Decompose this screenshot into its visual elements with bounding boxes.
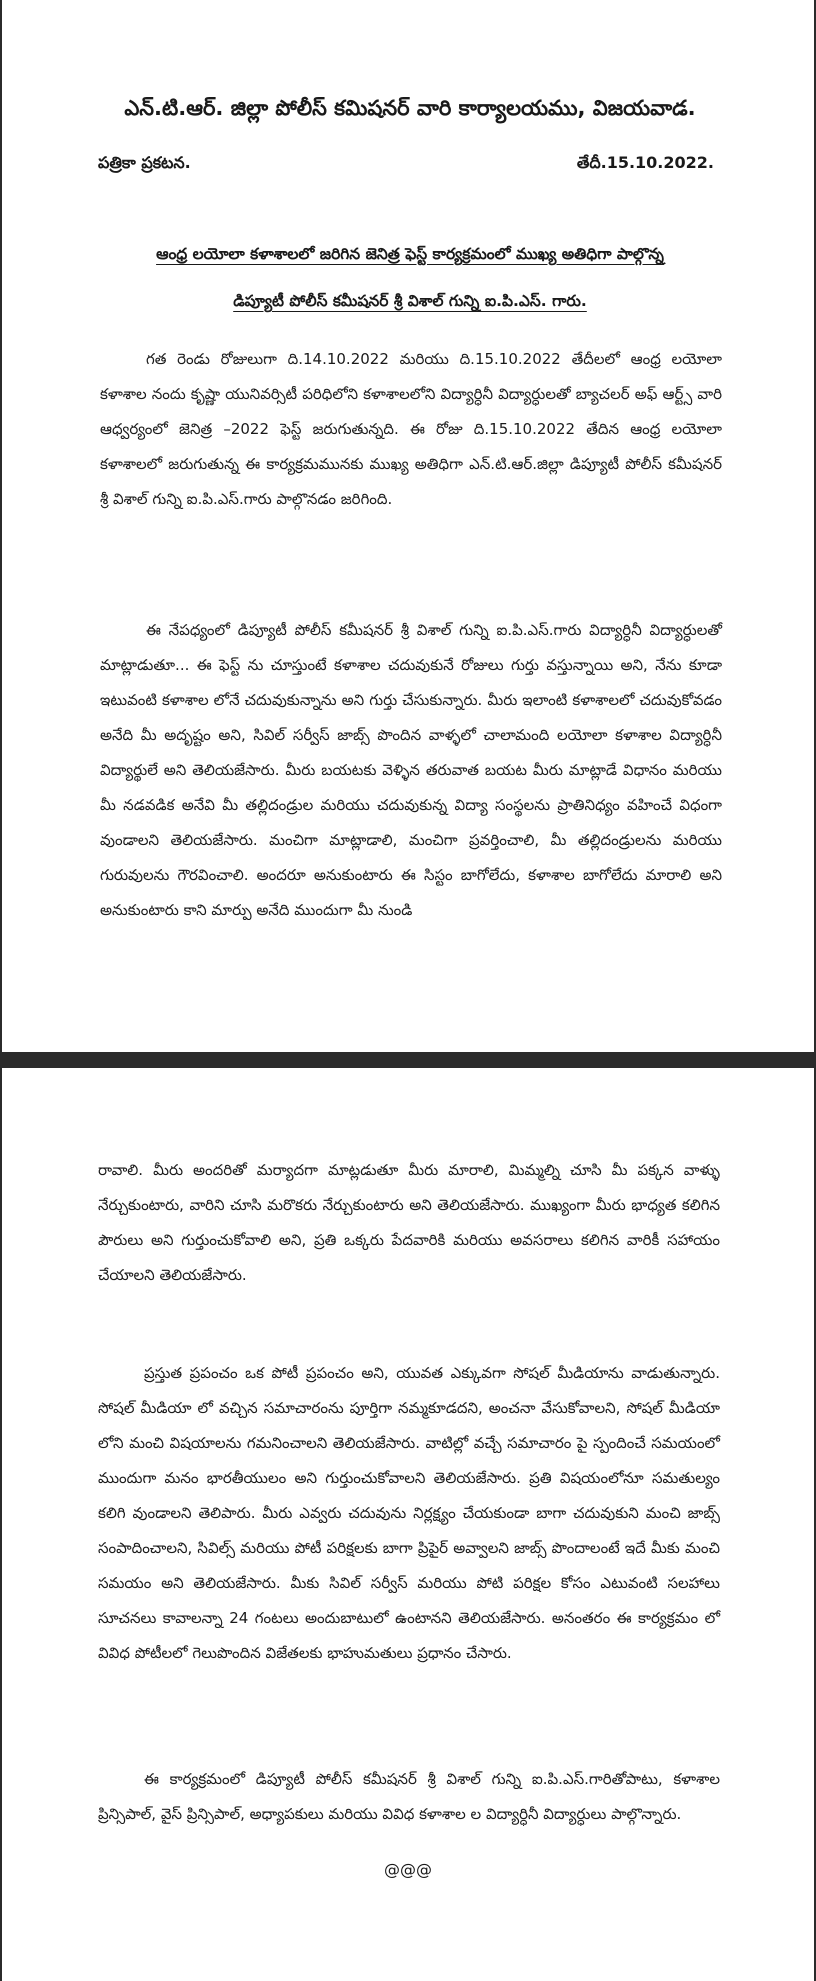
body-paragraph-3: రావాలి. మీరు అందరితో మర్యాదగా మాట్లడుతూ మీరు మారాలి, మిమ్మల్ని చూసి మీ పక్కన వాళ్ళు నేర్చుకుంటారు, వారిని చూసి మరొకరు నేర్చుకుంటారు అని తెలియజేసారు. ముఖ్యంగా మీరు భాధ్యత కలిగిన పౌరులు అని గుర్తుంచుకోవాలి అని, ప్రతి ఒక్కరు పేదవారికి మరియు అవసరాలు కలిగిన వారికీ సహాయం చేయాలని తెలియజేసారు.	[98, 1161, 720, 1284]
press-release-label: పత్రికా ప్రకటన.	[98, 153, 191, 172]
page-separator	[0, 1052, 816, 1068]
headline-line-1	[122, 245, 698, 267]
office-title: ఎన్.టి.ఆర్. జిల్లా పోలీస్ కమిషనర్ వారి కార్యాలయము, విజయవాడ.	[124, 96, 696, 120]
release-date: తేదీ.15.10.2022.	[576, 153, 714, 172]
body-paragraph-4: ప్రస్తుత ప్రపంచం ఒక పోటీ ప్రపంచం అని, యువత ఎక్కువగా సోషల్ మీడియాను వాడుతున్నారు. సోషల్ మీడియా లో వచ్చిన సమాచారంను పూర్తిగా నమ్మకూడదని, అంచనా వేసుకోవాలని, సోషల్ మీడియా లోని మంచి విషయాలను గమనించాలని తెలియజేసారు. వాటిల్లో వచ్చే సమాచారం పై స్పందించే సమయంలో ముందుగా మనం భారతీయులం అని గుర్తుంచుకోవాలని తెలియజేసారు. ప్రతి విషయంలోనూ సమతుల్యం కలిగి వుండాలని తెలిపారు. మీరు ఎవ్వరు చదువును నిర్లక్ష్యం చేయకుండా బాగా చదువుకుని మంచి జాబ్స్ సంపాదించాలని, సివిల్స్ మరియు పోటీ పరిక్షలకు బాగా ప్రిపైర్ అవ్వాలని జాబ్స్ పొందాలంటే ఇదే మీకు మంచి సమయం అని తెలియజేసారు. మీకు సివిల్ సర్వీస్ మరియు పోటి పరిక్షల కోసం ఎటువంటి సలహాలు సూచనలు కావాలన్నా 24 గంటలు అందుబాటులో ఉంటానని తెలియజేసారు. అనంతరం ఈ కార్యక్రమం లో వివిధ పోటీలలో గెలుపొందిన విజేతలకు భాహుమతులు ప్రధానం చేసారు.	[98, 1364, 720, 1662]
headline-line-1-text: ఆంధ్ర లయోలా కళాశాలలో జరిగిన జెనిత్ర ఫెస్ట్ కార్యక్రమంలో ముఖ్య అతిధిగా పాల్గొన్న	[156, 245, 664, 263]
headline-line-2-text: డిప్యూటీ పోలీస్ కమీషనర్ శ్రీ విశాల్ గున్ని ఐ.పి.ఎస్. గారు.	[233, 292, 587, 310]
closing-mark: @@@	[384, 1860, 432, 1879]
headline-line-2	[122, 292, 698, 314]
body-paragraph-2: ఈ నేపధ్యంలో డిప్యూటీ పోలీస్ కమీషనర్ శ్రీ విశాల్ గున్ని ఐ.పి.ఎస్.గారు విద్యార్ధినీ విద్యార్ధులతో మాట్లాడుతూ... ఈ ఫెస్ట్ ను చూస్తుంటే కళాశాల చదువుకునే రోజులు గుర్తు వస్తున్నాయి అని, నేను కూడా ఇటువంటి కళాశాల లోనే చదువుకున్నాను అని గుర్తు చేసుకున్నారు. మీరు ఇలాంటి కళాశాలలో చదువుకోవడం అనేది మీ అదృష్టం అని, సివిల్ సర్వీస్ జాబ్స్ పొందిన వాళ్ళలో చాలామంది లయోలా కళాశాల విద్యార్ధినీ విద్యార్థులే అని తెలియజేసారు. మీరు బయటకు వెళ్ళిన తరువాత బయట మీరు మాట్లాడే విధానం మరియు మీ నడవడిక అనేవి మీ తల్లిదండ్రుల మరియు చదువుకున్న విద్యా సంస్థలను ప్రాతినిధ్యం వహించే విధంగా వుండాలని తెలియజేసారు. మంచిగా మాట్లాడాలి, మంచిగా ప్రవర్తించాలి, మీ తల్లిదండ్రులను మరియు గురువులను గౌరవించాలి. అందరూ అనుకుంటారు ఈ సిస్టం బాగోలేదు, కళాశాల బాగోలేదు మారాలి అని అనుకుంటారు కాని మార్పు అనేది ముందుగా మీ నుండి	[100, 621, 722, 919]
body-paragraph-5: ఈ కార్యక్రమంలో డిప్యూటీ పోలీస్ కమీషనర్ శ్రీ విశాల్ గున్ని ఐ.పి.ఎస్.గారితోపాటు, కళాశాల ప్రిన్సిపాల్, వైస్ ప్రిన్సిపాల్, అధ్యాపకులు మరియు వివిధ కళాశాల ల విద్యార్ధినీ విద్యార్ధులు పాల్గొన్నారు.	[98, 1770, 720, 1823]
body-paragraph-1: గత రెండు రోజులుగా ది.14.10.2022 మరియు ది.15.10.2022 తేదీలలో ఆంధ్ర లయోలా కళాశాల నందు కృష్ణా యునివర్సిటీ పరిధిలోని కళాశాలలోని విద్యార్ధినీ విద్యార్ధులతో బ్యాచలర్ అఫ్ ఆర్ట్స్ వారి ఆధ్వర్యంలో జెనిత్ర –2022 ఫెస్ట్ జరుగుతున్నది. ఈ రోజు ది.15.10.2022 తేదిన ఆంధ్ర లయోలా కళాశాలలో జరుగుతున్న ఈ కార్యక్రమమునకు ముఖ్య అతిధిగా ఎన్.టి.ఆర్.జిల్లా డిప్యూటీ పోలీస్ కమీషనర్ శ్రీ విశాల్ గున్ని ఐ.పి.ఎస్.గారు పాల్గొనడం జరిగింది.	[100, 350, 722, 508]
